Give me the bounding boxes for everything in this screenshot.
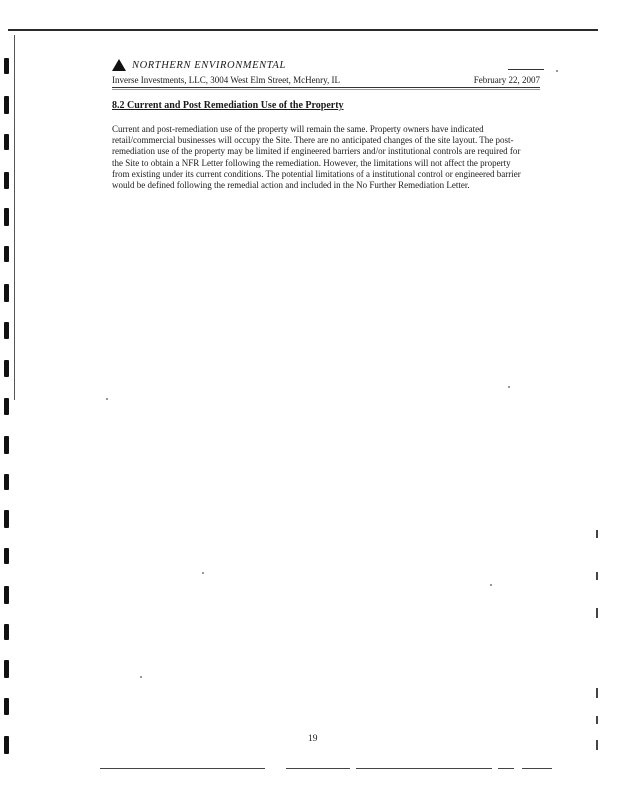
header-rule-short	[508, 69, 544, 70]
report-date: February 22, 2007	[473, 75, 540, 85]
scan-artifact	[596, 688, 598, 698]
section-heading: 8.2 Current and Post Remediation Use of the Property	[112, 100, 344, 111]
header-rule	[112, 87, 540, 88]
scan-left-edge	[14, 35, 15, 400]
scan-artifact	[596, 572, 598, 580]
scan-top-border	[8, 29, 598, 31]
scan-speck	[556, 70, 558, 72]
scan-speck	[202, 572, 204, 574]
binder-hole-marks	[0, 0, 14, 800]
scan-artifact	[596, 716, 598, 724]
scan-speck	[106, 398, 108, 400]
scan-speck	[508, 386, 510, 388]
section-body: Current and post-remediation use of the property will remain the same. Property owners have indicated retail/commercial businesses will occupy the Site. There are no anticipated changes of the site layout. The post-remediation use of the property may be limited if engineered barriers and/or institutional controls are required for the Site to obtain a NFR Letter following the remediation. However, the limitations will not affect the property from existing under its current conditions. The potential limitations of a institutional control or engineered barrier would be defined following the remedial action and included in the No Further Remediation Letter.	[112, 124, 521, 191]
scan-artifact	[596, 608, 598, 618]
company-line	[112, 56, 540, 74]
scan-speck	[140, 676, 142, 678]
project-line	[112, 75, 540, 85]
client-address: Inverse Investments, LLC, 3004 West Elm Street, McHenry, IL	[112, 75, 340, 85]
page-number: 19	[308, 734, 318, 744]
scan-artifact	[596, 530, 598, 538]
scan-artifact	[596, 740, 598, 750]
company-name: NORTHERN ENVIRONMENTAL	[132, 59, 286, 71]
header-rule-secondary	[112, 89, 540, 90]
letterhead	[112, 56, 540, 74]
scan-speck	[490, 584, 492, 586]
triangle-logo-icon	[112, 59, 126, 71]
